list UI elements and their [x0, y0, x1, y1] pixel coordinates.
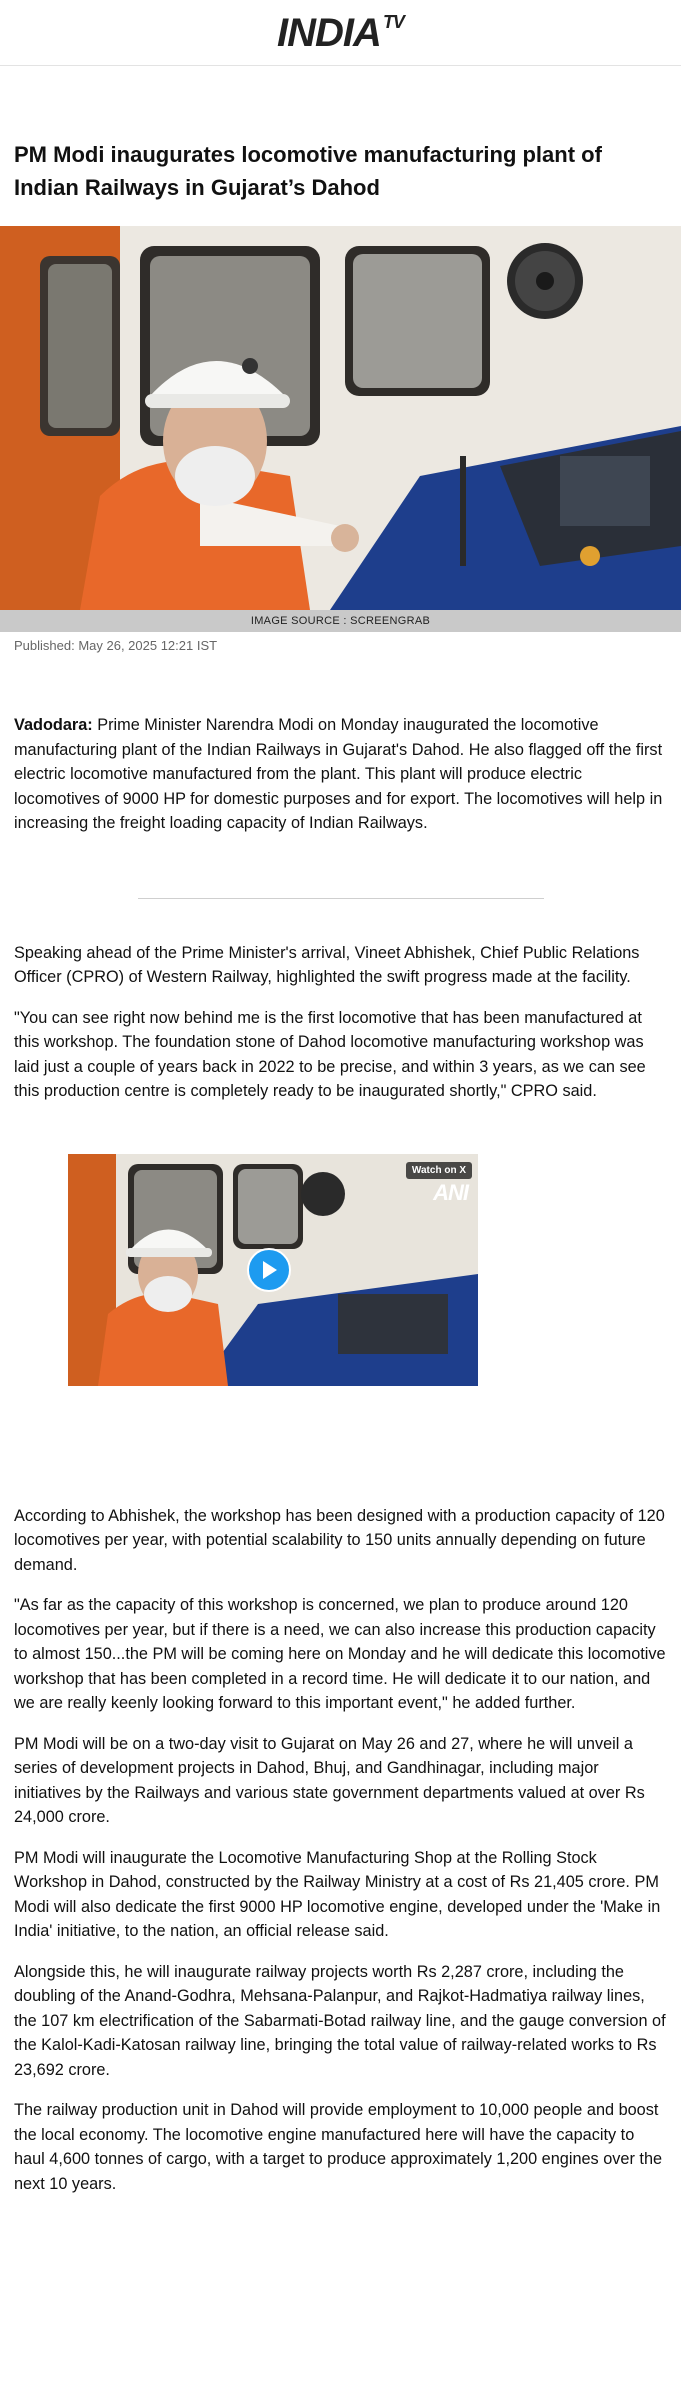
- article-headline: PM Modi inaugurates locomotive manufacturing plant of Indian Railways in Gujarat’s Dahod: [14, 142, 602, 200]
- section-divider: [138, 898, 544, 899]
- embedded-video[interactable]: [68, 1154, 478, 1386]
- published-date: Published: May 26, 2025 12:21 IST: [14, 638, 218, 653]
- site-header: [0, 0, 681, 66]
- watch-on-x-label[interactable]: Watch on X: [406, 1162, 472, 1179]
- hero-illustration: [0, 226, 681, 610]
- image-credit-text: IMAGE SOURCE : SCREENGRAB: [250, 615, 431, 627]
- paragraph: According to Abhishek, the workshop has been designed with a production capacity of 120 locomotives per year, with potential scalability to 150 units annually depending on future demand.: [14, 1506, 665, 1574]
- paragraph: PM Modi will be on a two-day visit to Gujarat on May 26 and 27, where he will unveil a series of development projects in Dahod, Bhuj, and Gandhinagar, including major initiatives by the Railways and various state government departments valued at over Rs 24,000 crore.: [14, 1734, 645, 1826]
- lead-text: Prime Minister Narendra Modi on Monday inaugurated the locomotive manufacturing plant of the Indian Railways in Gujarat's Dahod. He also flagged off the first electric locomotive manufactured from the plant. This plant will produce electric locomotives of 9000 HP for domestic purposes and for export. The locomotives will help in increasing the freight loading capacity of Indian Railways.: [14, 716, 663, 832]
- paragraph: PM Modi will inaugurate the Locomotive Manufacturing Shop at the Rolling Stock Workshop in Dahod, constructed by the Railway Ministry at a cost of Rs 21,405 crore. PM Modi will also dedicate the first 9000 HP locomotive engine, developed under the 'Make in India' initiative, to the nation, an official release said.: [14, 1848, 661, 1940]
- ani-logo: ANI: [433, 1179, 468, 1205]
- paragraph: "As far as the capacity of this workshop is concerned, we plan to produce around 120 locomotives per year, but if there is a need, we can also increase this production capacity to almost 150...the PM will be coming here on Monday and he will dedicate this locomotive workshop that has been completed in a record time. He will dedicate it to our nation, and we are really keenly looking forward to this important event," he added further.: [14, 1596, 666, 1712]
- play-button[interactable]: [247, 1248, 291, 1292]
- paragraph: The railway production unit in Dahod will provide employment to 10,000 people and boost the local economy. The locomotive engine manufactured here will have the capacity to haul 4,600 tonnes of cargo, with a target to produce approximately 1,200 engines over the next 10 years.: [14, 2101, 663, 2193]
- image-credit: [0, 610, 681, 632]
- logo-main-text: INDIA: [277, 10, 381, 55]
- paragraph: Speaking ahead of the Prime Minister's arrival, Vineet Abhishek, Chief Public Relations Officer (CPRO) of Western Railway, highlighted the swift progress made at the facility.: [14, 943, 640, 986]
- play-icon: [260, 1260, 278, 1280]
- india-tv-logo[interactable]: [277, 10, 404, 55]
- logo-sup-text: TV: [382, 11, 404, 32]
- lead-paragraph: [0, 713, 681, 836]
- paragraph: Alongside this, he will inaugurate railway projects worth Rs 2,287 crore, including the doubling of the Anand-Godhra, Mehsana-Palanpur, and Rajkot-Hadmatiya railway lines, the 107 km electrification of the Sabarmati-Botad railway line, and the gauge conversion of the Kalol-Kadi-Katosan railway line, bringing the total value of railway-related works to Rs 23,692 crore.: [14, 1962, 666, 2079]
- hero-image[interactable]: [0, 226, 681, 610]
- paragraph: "You can see right now behind me is the first locomotive that has been manufactured at this workshop. The foundation stone of Dahod locomotive manufacturing workshop was laid just a couple of years back in 2022 to be precise, and within 3 years, as we can see this production centre is completely ready to be inaugurated shortly," CPRO said.: [14, 1008, 646, 1100]
- dateline: Vadodara:: [14, 716, 93, 734]
